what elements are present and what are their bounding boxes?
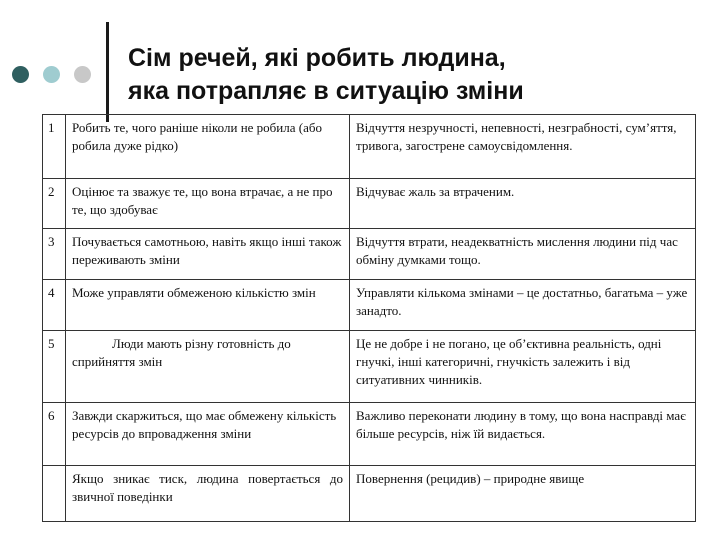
row-number: 3 — [43, 229, 66, 280]
row-feeling: Важливо переконати людину в тому, що вона насправді має більше ресурсів, ніж їй видається. — [350, 403, 696, 466]
title-divider — [106, 22, 109, 122]
decor-dot-light — [43, 66, 60, 83]
row-feeling: Повернення (рецидив) – природне явище — [350, 466, 696, 522]
table-row — [43, 331, 696, 403]
row-action: Завжди скаржиться, що має обмежену кількість ресурсів до впровадження зміни — [66, 403, 350, 466]
table-row — [43, 403, 696, 466]
changes-table — [42, 114, 696, 522]
table-row — [43, 179, 696, 229]
row-action: Може управляти обмеженою кількістю змін — [66, 280, 350, 331]
row-feeling: Це не добре і не погано, це об’єктивна реальність, одні гнучкі, інші категоричні, гнучкість залежить і від ситуативних чинників. — [350, 331, 696, 403]
row-number: 2 — [43, 179, 66, 229]
table-row — [43, 280, 696, 331]
row-action — [66, 331, 350, 403]
row-action: Робить те, чого раніше ніколи не робила (або робила дуже рідко) — [66, 115, 350, 179]
table-row — [43, 115, 696, 179]
slide-title-line-1: Сім речей, які робить людина, — [128, 44, 506, 72]
decor-dot-dark — [12, 66, 29, 83]
row-number — [43, 466, 66, 522]
row-action: Почувається самотньою, навіть якщо інші також переживають зміни — [66, 229, 350, 280]
row-feeling: Відчуття втрати, неадекватність мислення людини під час обміну думками тощо. — [350, 229, 696, 280]
row-action: Якщо зникає тиск, людина повертається до звичної поведінки — [66, 466, 350, 522]
decor-dot-grey — [74, 66, 91, 83]
row-action: Оцінює та зважує те, що вона втрачає, а не про те, що здобуває — [66, 179, 350, 229]
row-number: 6 — [43, 403, 66, 466]
slide-title — [128, 42, 524, 108]
table-row — [43, 466, 696, 522]
row-feeling: Відчуття незручності, непевності, незграбності, сум’яття, тривога, загострене самоусвідомлення. — [350, 115, 696, 179]
table-row — [43, 229, 696, 280]
slide-title-line-2: яка потрапляє в ситуацію зміни — [128, 77, 524, 105]
row-action-text: Люди мають різну готовність до сприйняття змін — [72, 336, 291, 369]
row-feeling: Управляти кількома змінами – це достатньо, багатьма – уже занадто. — [350, 280, 696, 331]
row-feeling: Відчуває жаль за втраченим. — [350, 179, 696, 229]
row-number: 5 — [43, 331, 66, 403]
row-number: 1 — [43, 115, 66, 179]
row-number: 4 — [43, 280, 66, 331]
